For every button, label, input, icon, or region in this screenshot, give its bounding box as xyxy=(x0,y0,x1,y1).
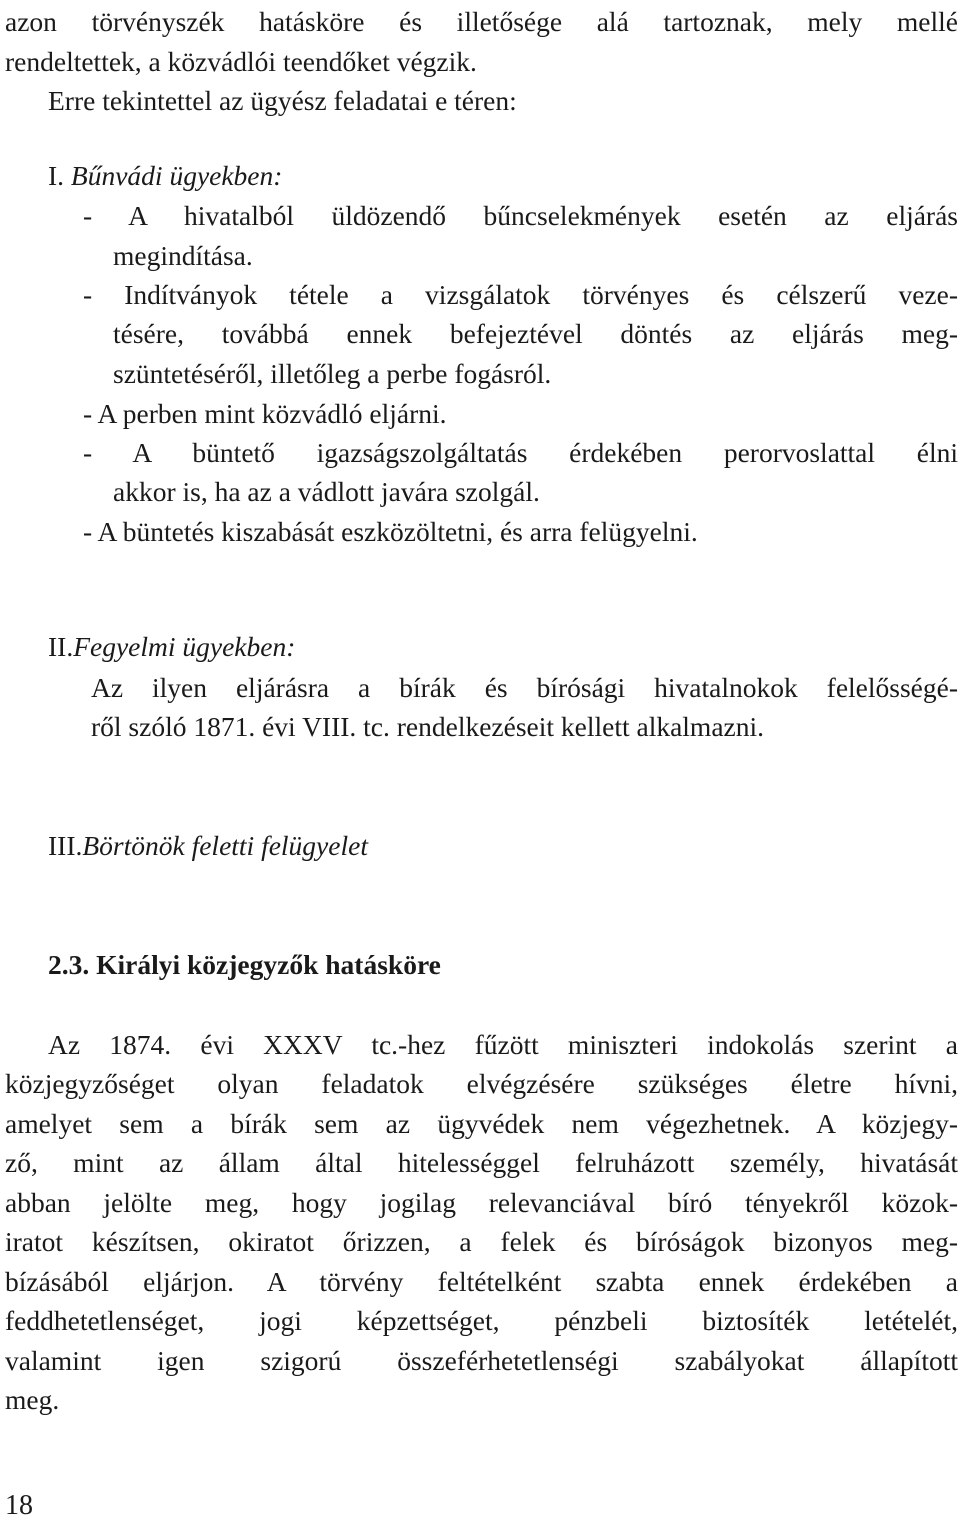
section-2-title: Fegyelmi ügyekben: xyxy=(73,631,296,662)
section-2-line-2: ről szóló 1871. évi VIII. tc. rendelkezéseit kellett alkalmazni. xyxy=(91,711,764,742)
section-3-heading xyxy=(48,826,368,866)
section-2-line-1: Az ilyen eljárásra a bírák és bírósági hivatalnokok felelősségé- xyxy=(91,672,958,703)
body-line-3: amelyet sem a bírák sem az ügyvédek nem végezhetnek. A közjegy- xyxy=(5,1108,958,1139)
body-line-2: közjegyzőséget olyan feladatok elvégzésére szükséges életre hívni, xyxy=(5,1068,958,1099)
intro-line-2: rendeltettek, a közvádlói teendőket végzik. xyxy=(5,46,477,77)
section-1-line-4: tésére, továbbá ennek befejeztével döntés az eljárás meg- xyxy=(113,318,958,349)
intro-line-3: Erre tekintettel az ügyész feladatai e téren: xyxy=(48,85,517,116)
section-1-line-5: szüntetéséről, illetőleg a perbe fogásról. xyxy=(113,358,552,389)
section-1-line-2: megindítása. xyxy=(113,240,253,271)
section-1-line-7: - A büntető igazságszolgáltatás érdekében perorvoslattal élni xyxy=(83,437,958,468)
chapter-heading: 2.3. Királyi közjegyzők hatásköre xyxy=(48,949,441,980)
section-1-line-1: - A hivatalból üldözendő bűncselekmények esetén az eljárás xyxy=(83,200,958,231)
body-line-10: meg. xyxy=(5,1384,60,1415)
section-1-line-3: - Indítványok tétele a vizsgálatok törvényes és célszerű veze- xyxy=(83,279,958,310)
section-1-line-6: - A perben mint közvádló eljárni. xyxy=(83,398,447,429)
intro-line-1: azon törvényszék hatásköre és illetősége alá tartoznak, mely mellé xyxy=(5,6,958,37)
section-3-title: Börtönök feletti felügyelet xyxy=(82,830,368,861)
body-line-4: ző, mint az állam által hitelességgel felruházott személy, hivatását xyxy=(5,1147,958,1178)
page-number: 18 xyxy=(5,1490,33,1521)
section-1-line-9: - A büntetés kiszabását eszközöltetni, és arra felügyelni. xyxy=(83,516,698,547)
body-line-9: valamint igen szigorú összeférhetetlenségi szabályokat állapított xyxy=(5,1345,958,1376)
body-line-6: iratot készítsen, okiratot őrizzen, a felek és bíróságok bizonyos meg- xyxy=(5,1226,958,1257)
body-line-7: bízásából eljárjon. A törvény feltételként szabta ennek érdekében a xyxy=(5,1266,958,1297)
section-2-heading xyxy=(48,627,295,667)
section-1-heading xyxy=(48,156,282,196)
body-line-8: feddhetetlenséget, jogi képzettséget, pénzbeli biztosíték letételét, xyxy=(5,1305,958,1336)
body-line-1: Az 1874. évi XXXV tc.-hez fűzött miniszteri indokolás szerint a xyxy=(48,1029,958,1060)
body-line-5: abban jelölte meg, hogy jogilag relevanciával bíró tényekről közok- xyxy=(5,1187,958,1218)
section-3-numeral: III. xyxy=(48,830,83,861)
section-1-line-8: akkor is, ha az a vádlott javára szolgál. xyxy=(113,476,540,507)
section-1-title: Bűnvádi ügyekben: xyxy=(70,160,283,191)
section-2-numeral: II. xyxy=(48,631,74,662)
section-1-numeral: I. xyxy=(48,160,65,191)
